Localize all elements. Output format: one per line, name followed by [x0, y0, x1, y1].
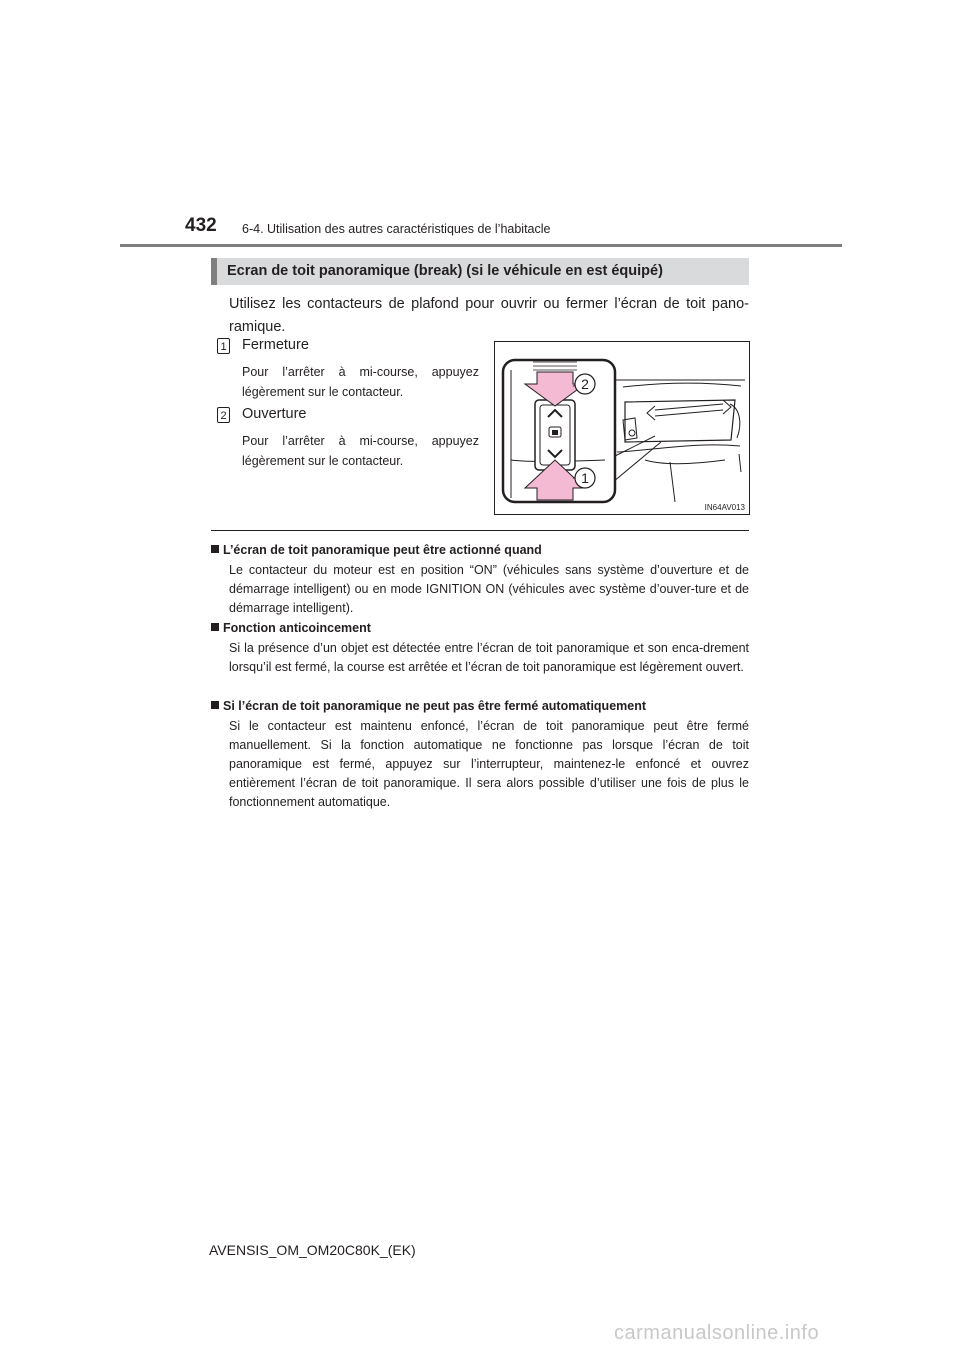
callout-2: 2	[581, 376, 589, 392]
item-number-badge: 1	[217, 338, 230, 354]
note-block	[211, 541, 749, 618]
note-title: Fonction anticoincement	[223, 621, 371, 635]
header-divider	[120, 244, 842, 247]
chapter-title: 6-4. Utilisation des autres caractéristiques de l’habitacle	[242, 222, 551, 236]
document-code: AVENSIS_OM_OM20C80K_(EK)	[209, 1242, 416, 1258]
site-watermark: carmanualsonline.info	[614, 1322, 820, 1344]
bullet-square-icon	[211, 623, 219, 631]
note-block	[211, 697, 749, 812]
note-title: L’écran de toit panoramique peut être actionné quand	[223, 543, 542, 557]
roof-switch-drawing	[495, 342, 749, 514]
note-body: Si la présence d’un objet est détectée entre l’écran de toit panoramique et son enca-drement lorsqu’il est fermé, la course est arrêtée et l’écran de toit panoramique est légèrement ouvert.	[229, 641, 749, 674]
item-title-opening: Ouverture	[242, 406, 307, 422]
figure-code: IN64AV013	[704, 503, 745, 512]
note-title: Si l’écran de toit panoramique ne peut pas être fermé automatiquement	[223, 699, 647, 713]
item-text-opening: Pour l’arrêter à mi-course, appuyez légèrement sur le contacteur.	[242, 434, 479, 468]
note-body: Si le contacteur est maintenu enfoncé, l’écran de toit panoramique peut être fermé manuellement. Si la fonction automatique ne fonctionne pas lorsque l’écran de toit panoramique est fermé, appuyez sur l’interrupteur, maintenez-le enfoncé et ouvrez entièrement l’écran de toit panoramique. Il sera alors possible d’utiliser une fois de plus le fonctionnement automatique.	[229, 719, 749, 809]
section-title: Ecran de toit panoramique (break) (si le véhicule en est équipé)	[227, 263, 663, 279]
note-block	[211, 619, 749, 677]
bullet-square-icon	[211, 545, 219, 553]
roof-switch-illustration	[494, 341, 750, 515]
bullet-square-icon	[211, 701, 219, 709]
item-number-badge: 2	[217, 407, 230, 423]
notes-divider	[211, 530, 749, 531]
item-text-closing: Pour l’arrêter à mi-course, appuyez légèrement sur le contacteur.	[242, 365, 479, 399]
callout-1: 1	[581, 470, 589, 486]
intro-paragraph: Utilisez les contacteurs de plafond pour ouvrir ou fermer l’écran de toit pano-ramique.	[229, 296, 749, 335]
note-body: Le contacteur du moteur est en position “ON” (véhicules sans système d’ouverture et de démarrage intelligent) ou en mode IGNITION ON (véhicules avec système d’ouver-ture et de démarrage intelligent).	[229, 563, 749, 615]
page-number: 432	[185, 215, 217, 236]
section-header	[211, 258, 749, 285]
item-title-closing: Fermeture	[242, 337, 309, 353]
